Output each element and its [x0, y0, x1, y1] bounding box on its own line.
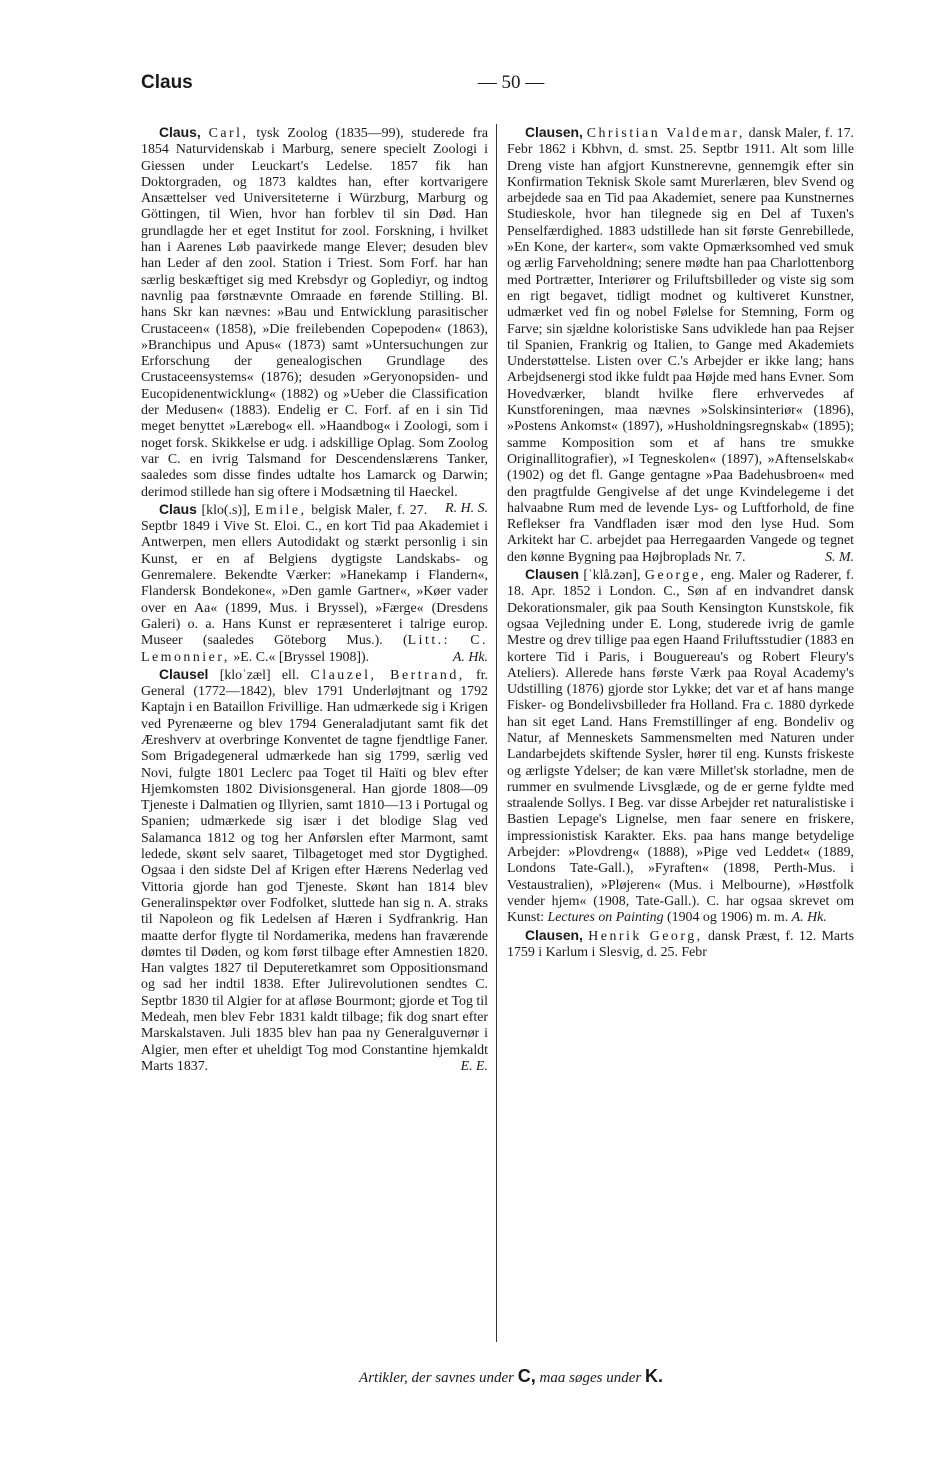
entry-text: fr. General (1772—1842), blev 1791 Underløjtnant og 1792 Kaptajn i en Bataillon Frivillige. Han udmærkede sig i Krigen ved Pyrenæerne og blev 1794 Generaladjutant samt fik det Æreshverv at overbringe Konventet de tagne fjendtlige Faner. Som Brigadegeneral udmærkede han sig 1799, særlig ved Novi, fulgte 1801 Leclerc paa Toget til Haïti og blev efter Hjemkomsten 1802 Divisionsgeneral. Han gjorde 1808—09 Tjeneste i Dalmatien og Illyrien, samt 1810—13 i Portugal og Spanien; udmærkede sig især i det blodige Slag ved Salamanca 1812 og tog her Anførslen efter Marmont, samt ledede, skønt selv saaret, Tilbagetoget med stor Dygtighed. Ogsaa i den sidste Del af Krigen efter Hærens Nederlag ved Vittoria gjorde han god Tjeneste. Skønt han 1814 blev Generalinspektør over Fodfolket, sluttede han sig n. A. straks til Napoleon og fik Ledelsen af Hæren i Sydfrankrig. Han maatte derfor flygte til Nordamerika, medens han fraværende dømtes til Døden, og kom først tilbage efter Amnestien 1820. Han valgtes 1827 til Deputeretkamret som Oppositionsmand og sad her indtil 1838. Efter Julirevolutionen sendtes C. Septbr 1830 til Algier for at afløse Bourmont; gjorde et Tog til Medeah, men blev Febr 1831 kaldt tilbage; fik dog snart efter Marskalstaven. Juli 1835 blev han paa ny Generalguvernør i Algier, men efter et uheldigt Tog mod Constantine hjemkaldt Marts 1837.	[141, 667, 488, 1074]
left-column	[141, 124, 488, 1075]
pronunciation: [kloˈzæl] ell.	[208, 667, 311, 683]
pronunciation: [ˈklå.zən],	[579, 568, 645, 584]
literature-author: C. Lemonnier,	[141, 633, 488, 665]
entry-clausen-george	[507, 566, 854, 927]
signature: A. Hk.	[791, 910, 827, 926]
headword: Clausen	[525, 566, 580, 583]
signature: S. M.	[825, 549, 854, 565]
pronunciation: [klo(.s)],	[196, 502, 255, 518]
entry-name: Carl,	[208, 126, 249, 141]
entry-text: dansk Præst, f. 12. Marts 1759 i Karlum i Slesvig, d. 25. Febr	[507, 928, 854, 960]
entry-text: tysk Zoolog (1835—99), studerede fra 1854 Naturvidenskab i Marburg, senere specielt Zoologi i Giessen under Leuckart's Ledelse. 1857 fik han Doktorgraden, og 1873 kaldtes han, efter kortvarigere Ansættelser ved Universiteterne i Würzburg, Marburg og Göttingen, til Wien, hvor han forblev til sin Død. Han grundlagde her et eget Institut for zool. Forskning, i hvilket han i Aarenes Løb paavirkede mange Elever; desuden blev han Leder af den zool. Station i Triest. Som Forf. har han særlig beskæftiget sig med Krebsdyr og Goplediyr, og indtog navnlig paa førstnævnte Omraade en førende Stilling. Bl. hans Skr kan nævnes: »Bau und Entwicklung parasitischer Crustaceen« (1858), »Die freilebenden Copepoden« (1863), »Branchipus und Apus« (1873) samt »Untersuchungen zur Erforschung der genealogischen Grundlage des Crustaceensystems« (1876); desuden »Geryonopsiden- und Eucopidenentwicklung« (1882) og »Ueber die Classification der Medusen« (1883). Endelig er C. Forf. af en i sin Tid meget benyttet »Lærebog« ell. »Haandbog« i Zoologi, som i noget forsk. Skikkelse er udg. i adskillige Oplag. Som Zoolog var C. en ivrig Talsmand for Descendenslærens Tanker, saaledes som disse findes udtalte hos Lamarck og Darwin; derimod stillede han sig oftere i Modsætning til Haeckel.	[141, 126, 488, 500]
entry-text: eng. Maler og Raderer, f. 18. Apr. 1852 i London. C., Søn af en indvandret dansk Dekorationsmaler, gik paa South Kensington Kunstskole, fik ogsaa Vejledning under E. Long, studerede ivrig de gamle Mestre og drev tillige paa egen Haand Friluftsstudier (1883 en kortere Tid i Paris, i Bouguereau's og Robert Fleury's Ateliers). Allerede hans første Værk paa Royal Academy's Udstilling (1876) gjorde stor Lykke; det var et af hans mange Fisker- og Bondelivsbilleder fra Holland. Fra c. 1880 dyrkede han sit eget Land. Hans Fremstillinger af eng. Bondeliv og Natur, af Menneskets Sammensmelten med Naturen under Landarbejdets skiftende Sysler, hører til eng. Kunsts friskeste og ærligste Ydelser; de kan være Millet'sk storladne, men de rummer en svulmende Livsglæde, og de er gerne fyldte med straalende Sollys. I Beg. var disse Arbejder ret naturalistiske i Bastien Lepage's Lignelse, men faar senere en friskere, impressionistisk Karakter. Eks. paa hans mange betydelige Arbejder: »Plovdreng« (1888), »Pige ved Leddet« (1889, Londons Tate-Gall.), »Fyraften« (1898, Perth-Mus. i Vestaustralien), »Pløjeren« (Mus. i Melbourne), »Høstfolk vender hjem« (1908, Tate-Gall.). C. har ogsaa skrevet om Kunst:	[507, 568, 855, 926]
entry-text-end: (1904 og 1906) m. m.	[663, 910, 789, 926]
entry-claus-emile	[141, 501, 488, 666]
page-number: — 50 —	[477, 72, 545, 93]
literature-text: »E. C.« [Bryssel 1908]).	[229, 649, 370, 665]
headword: Clausen,	[525, 124, 583, 140]
running-head: Claus	[141, 72, 193, 93]
entry-name: George,	[644, 568, 707, 584]
right-column	[507, 124, 854, 961]
headword: Claus,	[159, 124, 201, 140]
book-title: Lectures on Painting	[547, 910, 664, 926]
entry-text: dansk Maler, f. 17. Febr 1862 i Kbhvn, d. smst. 25. Septbr 1911. Alt som lille Dreng viste han afgjort Kunstnerevne, gennemgik efter sin Konfirmation Teknisk Skole samt Murerlæren, blev Svend og arbejdede saa en Tid paa Akademiet, senere paa Kunstnernes Studieskole, hvor han tilegnede sig en Del af Tuxen's Penselfærdighed. 1883 udstillede han sit første Genrebillede, »En Kone, der karter«, som vakte Opmærksomhed ved smuk og ærlig Farveholdning; senere mødte han paa Charlottenborg med Portrætter, Interiører og Friluftsbilleder og viste sig som en rigt begavet, tidligt modnet og kultiveret Kunstner, udmærket ved fin og nobel Følelse for Stemning, Form og Farve; sin sjældne koloristiske Sans udviklede han paa Rejser til Spanien, Frankrig og Italien, to Gange med Akademiets Understøttelse. Listen over C.'s Arbejder er ikke lang; hans Arbejdsenergi stod ikke fuldt paa Højde med hans Evner. Som Hovedværker, blandt hvilke flere erhvervedes af Kunstforeningen, maa nævnes »Solskinsinteriør« (1896), »Postens Ankomst« (1897), »Husholdningsregnskab« (1895); samme Komposition som et af hans tre smukke Originallitografier), »I Tegneskolen« (1897), »Aftenselskab« (1902) og det fl. Gange gentagne »Paa Badehusbroen« med den pragtfulde Gengivelse af det unge Kvindelegeme i det halvaabne Rum med de levende Lys- og Luftforhold, de fine Reflekser fra Vandfladen især mod den lyse Hud. Som Arkitekt har C. arbejdet paa Herregaarden Vangede og tegnet den kønne Bygning paa Højbroplads Nr. 7.	[507, 126, 854, 565]
entry-name: Clauzel, Bertrand,	[310, 667, 465, 683]
page-header	[141, 72, 881, 102]
entry-text: belgisk Maler, f. 27. Septbr 1849 i Vive St. Eloi. C., en kort Tid paa Akademiet i Antwerpen, men ellers Autodidakt og stærkt personlig i sin Kunst, er en af Belgiens dygtigste Landskabs- og Genremalere. Bekendte Værker: »Hanekamp i Flandern«, Flandersk Bondekone«, »Den gamle Gartner«, »Køer vader over en Aa« (1899, Mus. i Bryssel), »Færge« (Dresdens Galeri) o. a. Hans Kunst er repræsenteret i talrige europ. Museer (saaledes Göteborg Mus.). (	[141, 502, 488, 649]
signature: A. Hk.	[452, 649, 488, 665]
entry-clausel	[141, 666, 488, 1075]
footer-letter-c: C,	[517, 1366, 536, 1386]
signature: E. E.	[460, 1058, 488, 1074]
entry-clausen-christian	[507, 124, 854, 566]
page-footer-note	[141, 1366, 881, 1387]
signature: R. H. S.	[445, 500, 488, 516]
footer-letter-k: K.	[644, 1366, 663, 1386]
column-divider	[496, 124, 497, 1342]
headword: Claus	[159, 500, 197, 517]
literature-label: Litt.:	[407, 633, 451, 649]
footer-text-middle: maa søges under	[535, 1370, 645, 1386]
entry-name: Emile,	[254, 502, 307, 518]
headword: Clausel	[159, 665, 209, 682]
entry-name: Christian Valdemar,	[586, 126, 745, 141]
footer-text-before: Artikler, der savnes under	[359, 1370, 518, 1386]
entry-name: Henrik Georg,	[588, 928, 703, 944]
entry-clausen-henrik	[507, 927, 854, 962]
headword: Clausen,	[525, 926, 583, 943]
